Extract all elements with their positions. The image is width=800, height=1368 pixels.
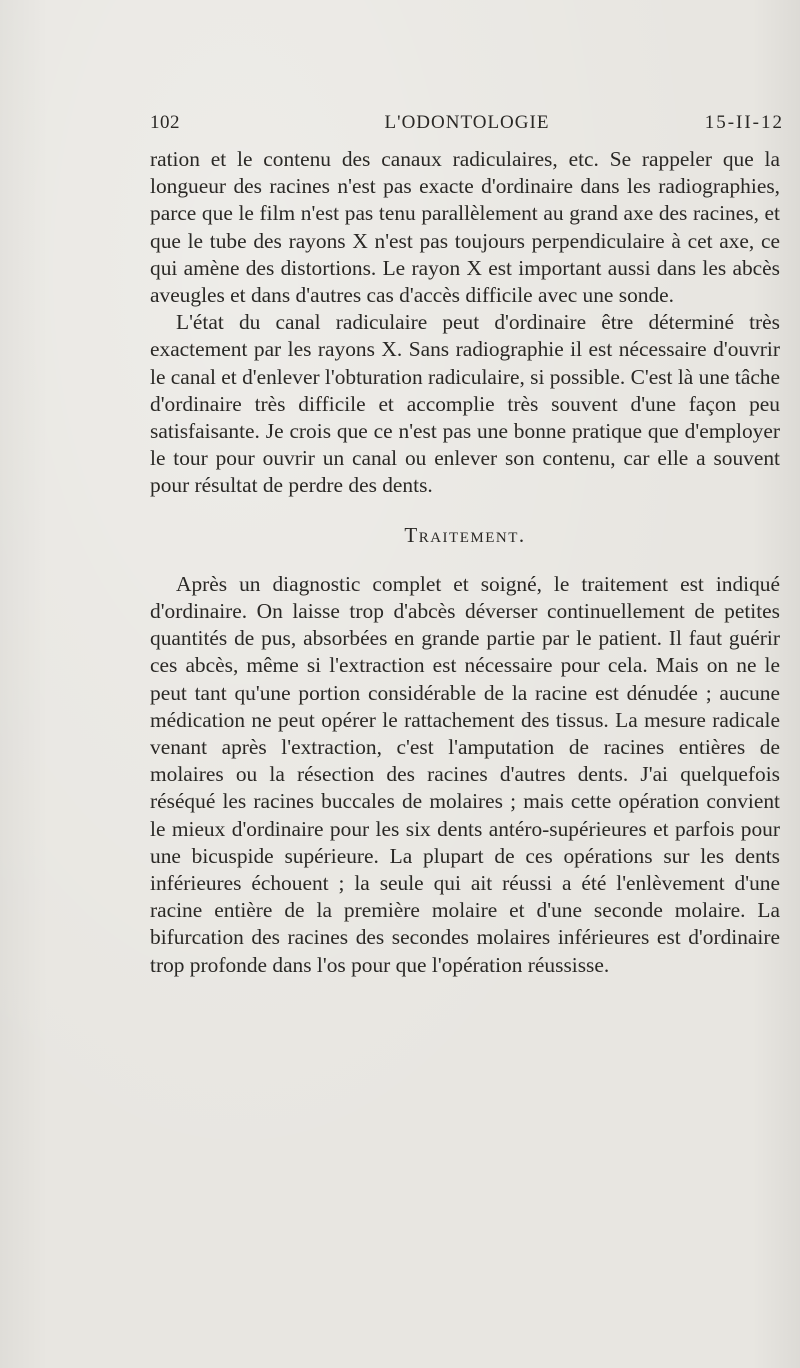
issue-date: 15-II-12 [704,112,784,133]
section-heading-text: Traitement. [404,522,526,547]
paragraph-root-canal: L'état du canal radiculaire peut d'ordinaire être déterminé très exactement par les rayons X. Sans radiographie il est nécessaire d'ouvrir le canal et d'enlever l'obturation radiculaire, si possible. C'est là une tâche d'ordinaire très difficile et accomplie très souvent d'une façon peu satisfaisante. Je crois que ce n'est pas une bonne pratique que d'employer le tour pour ouvrir un canal ou enlever son contenu, car elle a souvent pour résultat de perdre des dents. [150,310,780,498]
running-title: L'ODONTOLOGIE [384,112,550,133]
body-text [150,146,780,979]
page-number: 102 [150,112,180,133]
paragraph-continuation: ration et le contenu des canaux radiculaires, etc. Se rappeler que la longueur des racines n'est pas exacte d'ordinaire dans les radiographies, parce que le film n'est pas tenu parallèlement au grand axe des racines, et que le tube des rayons X n'est pas toujours perpendiculaire à cet axe, ce qui amène des distortions. Le rayon X est important aussi dans les abcès aveugles et dans d'autres cas d'accès difficile avec une sonde. [150,147,780,308]
paragraph-treatment: Après un diagnostic complet et soigné, le traitement est indiqué d'ordinaire. On laisse trop d'abcès déverser continuellement de petites quantités de pus, absorbées en grande partie par le patient. Il faut guérir ces abcès, même si l'extraction est nécessaire pour cela. Mais on ne le peut tant qu'une portion considérable de la racine est dénudée ; aucune médication ne peut opérer le rattachement des tissus. La mesure radicale venant après l'extraction, c'est l'amputation de racines entières de molaires ou la résection des racines d'autres dents. J'ai quelquefois réséqué les racines buccales de molaires ; mais cette opération convient le mieux d'ordinaire pour les six dents antéro-supérieures et parfois pour une bicuspide supérieure. La plupart de ces opérations sur les dents inférieures échouent ; la seule qui ait réussi a été l'enlèvement d'une racine entière de la première molaire et d'une seconde molaire. La bifurcation des racines des secondes molaires inférieures est d'ordinaire trop profonde dans l'os pour que l'opération réussisse. [150,571,780,977]
running-header [150,112,784,142]
section-heading [150,522,780,550]
